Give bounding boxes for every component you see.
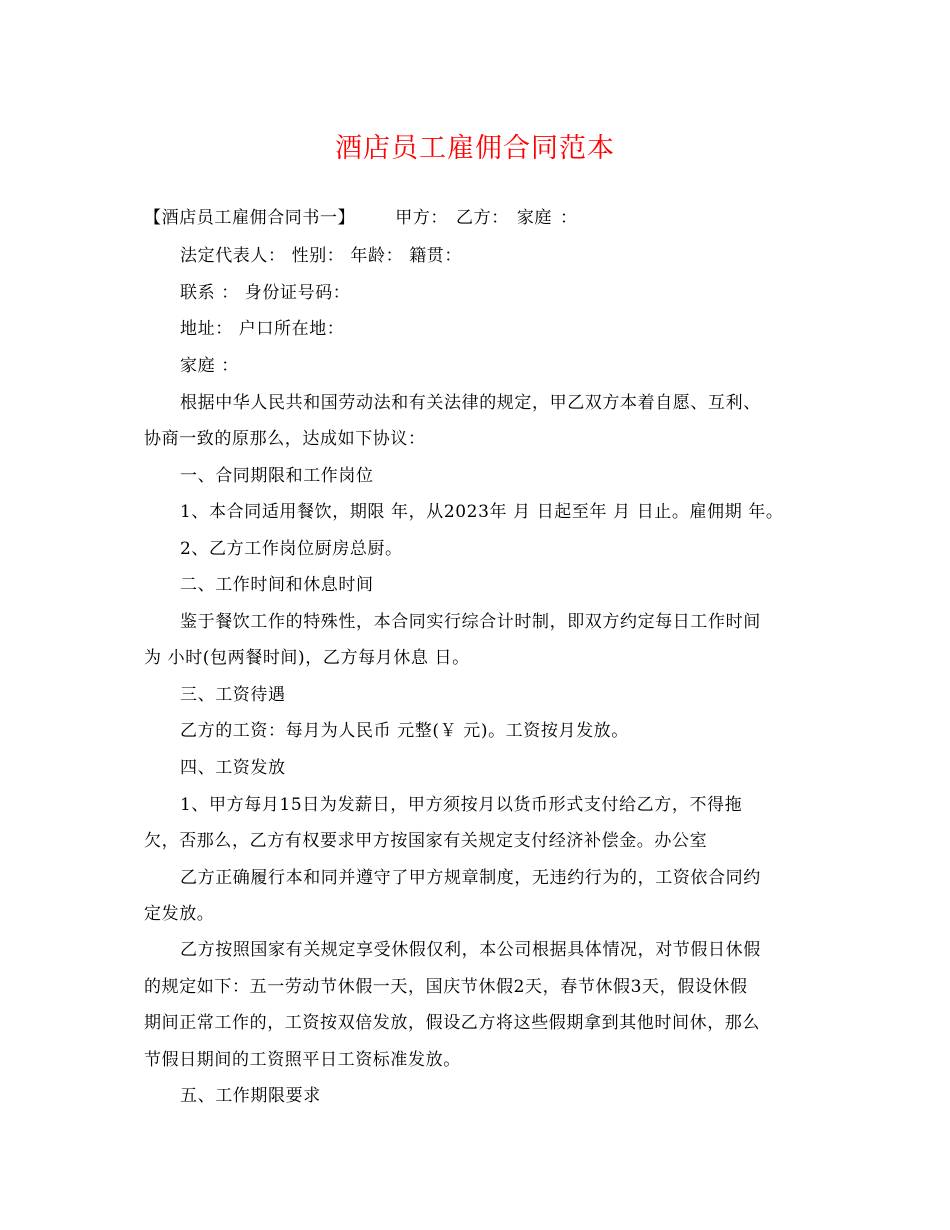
body-line: 根据中华人民共和国劳动法和有关法律的规定，甲乙双方本着自愿、互利、 bbox=[180, 393, 761, 413]
body-line: 联系 ： 身份证号码： bbox=[180, 283, 351, 303]
body-line: 地址： 户口所在地： bbox=[180, 319, 345, 339]
body-line: 协商一致的原那么，达成如下协议： bbox=[144, 429, 426, 449]
body-line: 乙方的工资：每月为人民币 元整(￥ 元)。工资按月发放。 bbox=[180, 721, 629, 741]
section-heading: 四、工资发放 bbox=[180, 758, 286, 778]
body-line: 1、甲方每月15日为发薪日，甲方须按月以货币形式支付给乙方，不得拖 bbox=[180, 795, 743, 815]
body-line: 的规定如下：五一劳动节休假一天，国庆节休假2天，春节休假3天，假设休假 bbox=[144, 977, 748, 997]
document-title: 酒店员工雇佣合同范本 bbox=[335, 133, 615, 164]
party-a-label: 甲方： bbox=[395, 208, 449, 228]
body-line: 家庭 ： bbox=[180, 356, 239, 376]
section-heading: 三、工资待遇 bbox=[180, 685, 286, 705]
home-label: 家庭 bbox=[516, 208, 553, 228]
body-line: 乙方按照国家有关规定享受休假仅利，本公司根据具体情况，对节假日休假 bbox=[180, 940, 761, 960]
contract-header-line bbox=[144, 206, 804, 230]
section-heading: 五、工作期限要求 bbox=[180, 1086, 321, 1106]
body-line: 鉴于餐饮工作的特殊性，本合同实行综合计时制，即双方约定每日工作时间 bbox=[180, 612, 761, 632]
contract-book-label: 【酒店员工雇佣合同书一】 bbox=[144, 208, 356, 228]
home-colon: ： bbox=[560, 208, 578, 228]
section-heading: 一、合同期限和工作岗位 bbox=[180, 466, 374, 486]
body-line: 欠，否那么，乙方有权要求甲方按国家有关规定支付经济补偿金。办公室 bbox=[144, 831, 708, 851]
party-b-label: 乙方： bbox=[456, 208, 509, 228]
body-line: 2、乙方工作岗位厨房总厨。 bbox=[180, 539, 403, 559]
body-line: 节假日期间的工资照平日工资标准发放。 bbox=[144, 1050, 461, 1070]
body-line: 期间正常工作的，工资按双倍发放，假设乙方将这些假期拿到其他时间休，那么 bbox=[144, 1013, 760, 1033]
body-line: 法定代表人： 性别： 年龄： 籍贯： bbox=[180, 246, 463, 266]
body-line: 为 小时(包两餐时间)，乙方每月休息 日。 bbox=[144, 648, 470, 668]
body-line: 乙方正确履行本和同并遵守了甲方规章制度，无违约行为的，工资依合同约 bbox=[180, 868, 761, 888]
body-line: 1、本合同适用餐饮，期限 年，从2023年 月 日起至年 月 日止。雇佣期 年。 bbox=[180, 502, 784, 522]
body-line: 定发放。 bbox=[144, 904, 215, 924]
section-heading: 二、工作时间和休息时间 bbox=[180, 575, 374, 595]
